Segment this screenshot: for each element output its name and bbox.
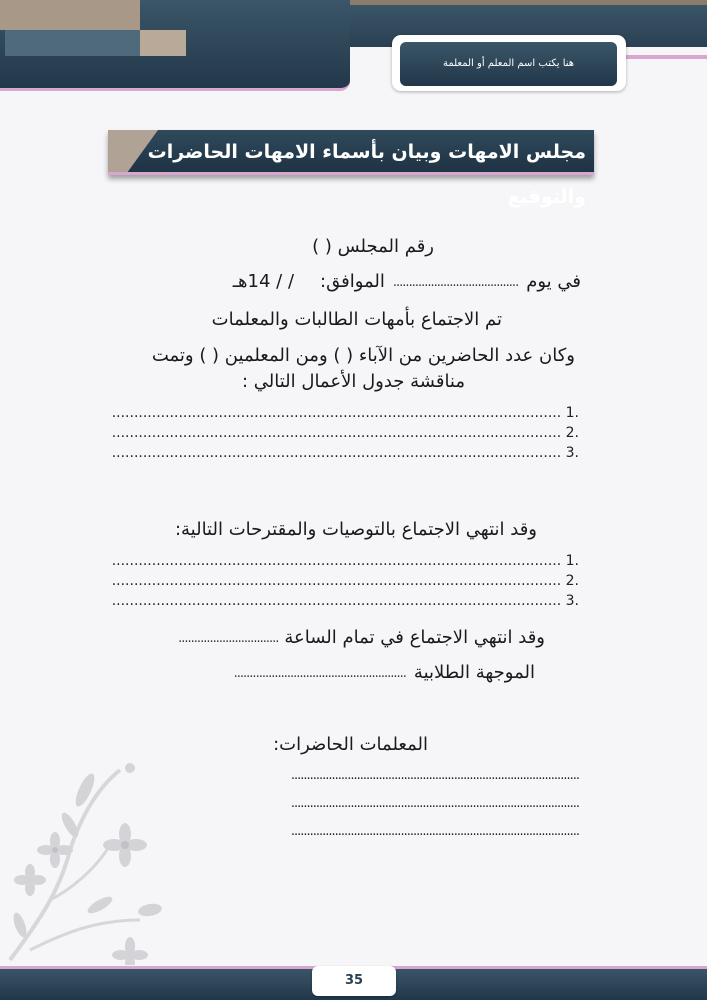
header-accent-line: [626, 55, 707, 59]
day-field[interactable]: ........................................: [392, 275, 519, 290]
header-decor-block: [140, 30, 186, 56]
teacher-signature-line[interactable]: ............................................................................................: [290, 824, 579, 839]
agenda-item[interactable]: .1 .....................................................................................................: [111, 405, 579, 421]
teacher-name-field[interactable]: هنا يكتب اسم المعلم أو المعلمة: [400, 42, 617, 86]
date-label: الموافق:: [320, 271, 385, 292]
attendance-line: وكان عدد الحاضرين من الآباء ( ) ومن المعلمين ( ) وتمت: [151, 345, 575, 366]
page-number: 35: [312, 966, 396, 996]
teacher-signature-line[interactable]: ............................................................................................: [290, 768, 579, 783]
counselor-row: [234, 662, 535, 683]
header-decor-block: [0, 0, 140, 30]
end-time-row: [178, 627, 545, 648]
recommendation-item[interactable]: .3 .....................................................................................................: [111, 593, 579, 609]
meeting-line: تم الاجتماع بأمهات الطالبات والمعلمات: [211, 309, 502, 330]
counselor-label: الموجهة الطلابية: [413, 662, 535, 683]
recommendation-item[interactable]: .1 .....................................................................................................: [111, 553, 579, 569]
teachers-label: المعلمات الحاضرات:: [273, 734, 428, 755]
council-number: رقم المجلس ( ): [312, 236, 434, 257]
flower-decoration: [0, 750, 170, 965]
end-time-label: وقد انتهي الاجتماع في تمام الساعة: [284, 627, 545, 648]
agenda-item[interactable]: .3 .....................................................................................................: [111, 445, 579, 461]
day-label: في يوم: [526, 271, 581, 292]
counselor-field[interactable]: .......................................................: [233, 666, 406, 681]
date-row: [233, 271, 581, 292]
date-field[interactable]: / / 14هـ: [232, 271, 295, 292]
page-title: مجلس الامهات وبيان بأسماء الامهات الحاضرات والتوقيع: [147, 141, 586, 208]
agenda-line: مناقشة جدول الأعمال التالي :: [241, 371, 465, 392]
recommendation-item[interactable]: .2 .....................................................................................................: [111, 573, 579, 589]
header-decor-block: [5, 30, 140, 56]
recommendations-line: وقد انتهي الاجتماع بالتوصيات والمقترحات التالية:: [174, 519, 537, 540]
end-time-field[interactable]: ................................: [178, 631, 279, 646]
agenda-item[interactable]: .2 .....................................................................................................: [111, 425, 579, 441]
teacher-signature-line[interactable]: ............................................................................................: [290, 796, 579, 811]
